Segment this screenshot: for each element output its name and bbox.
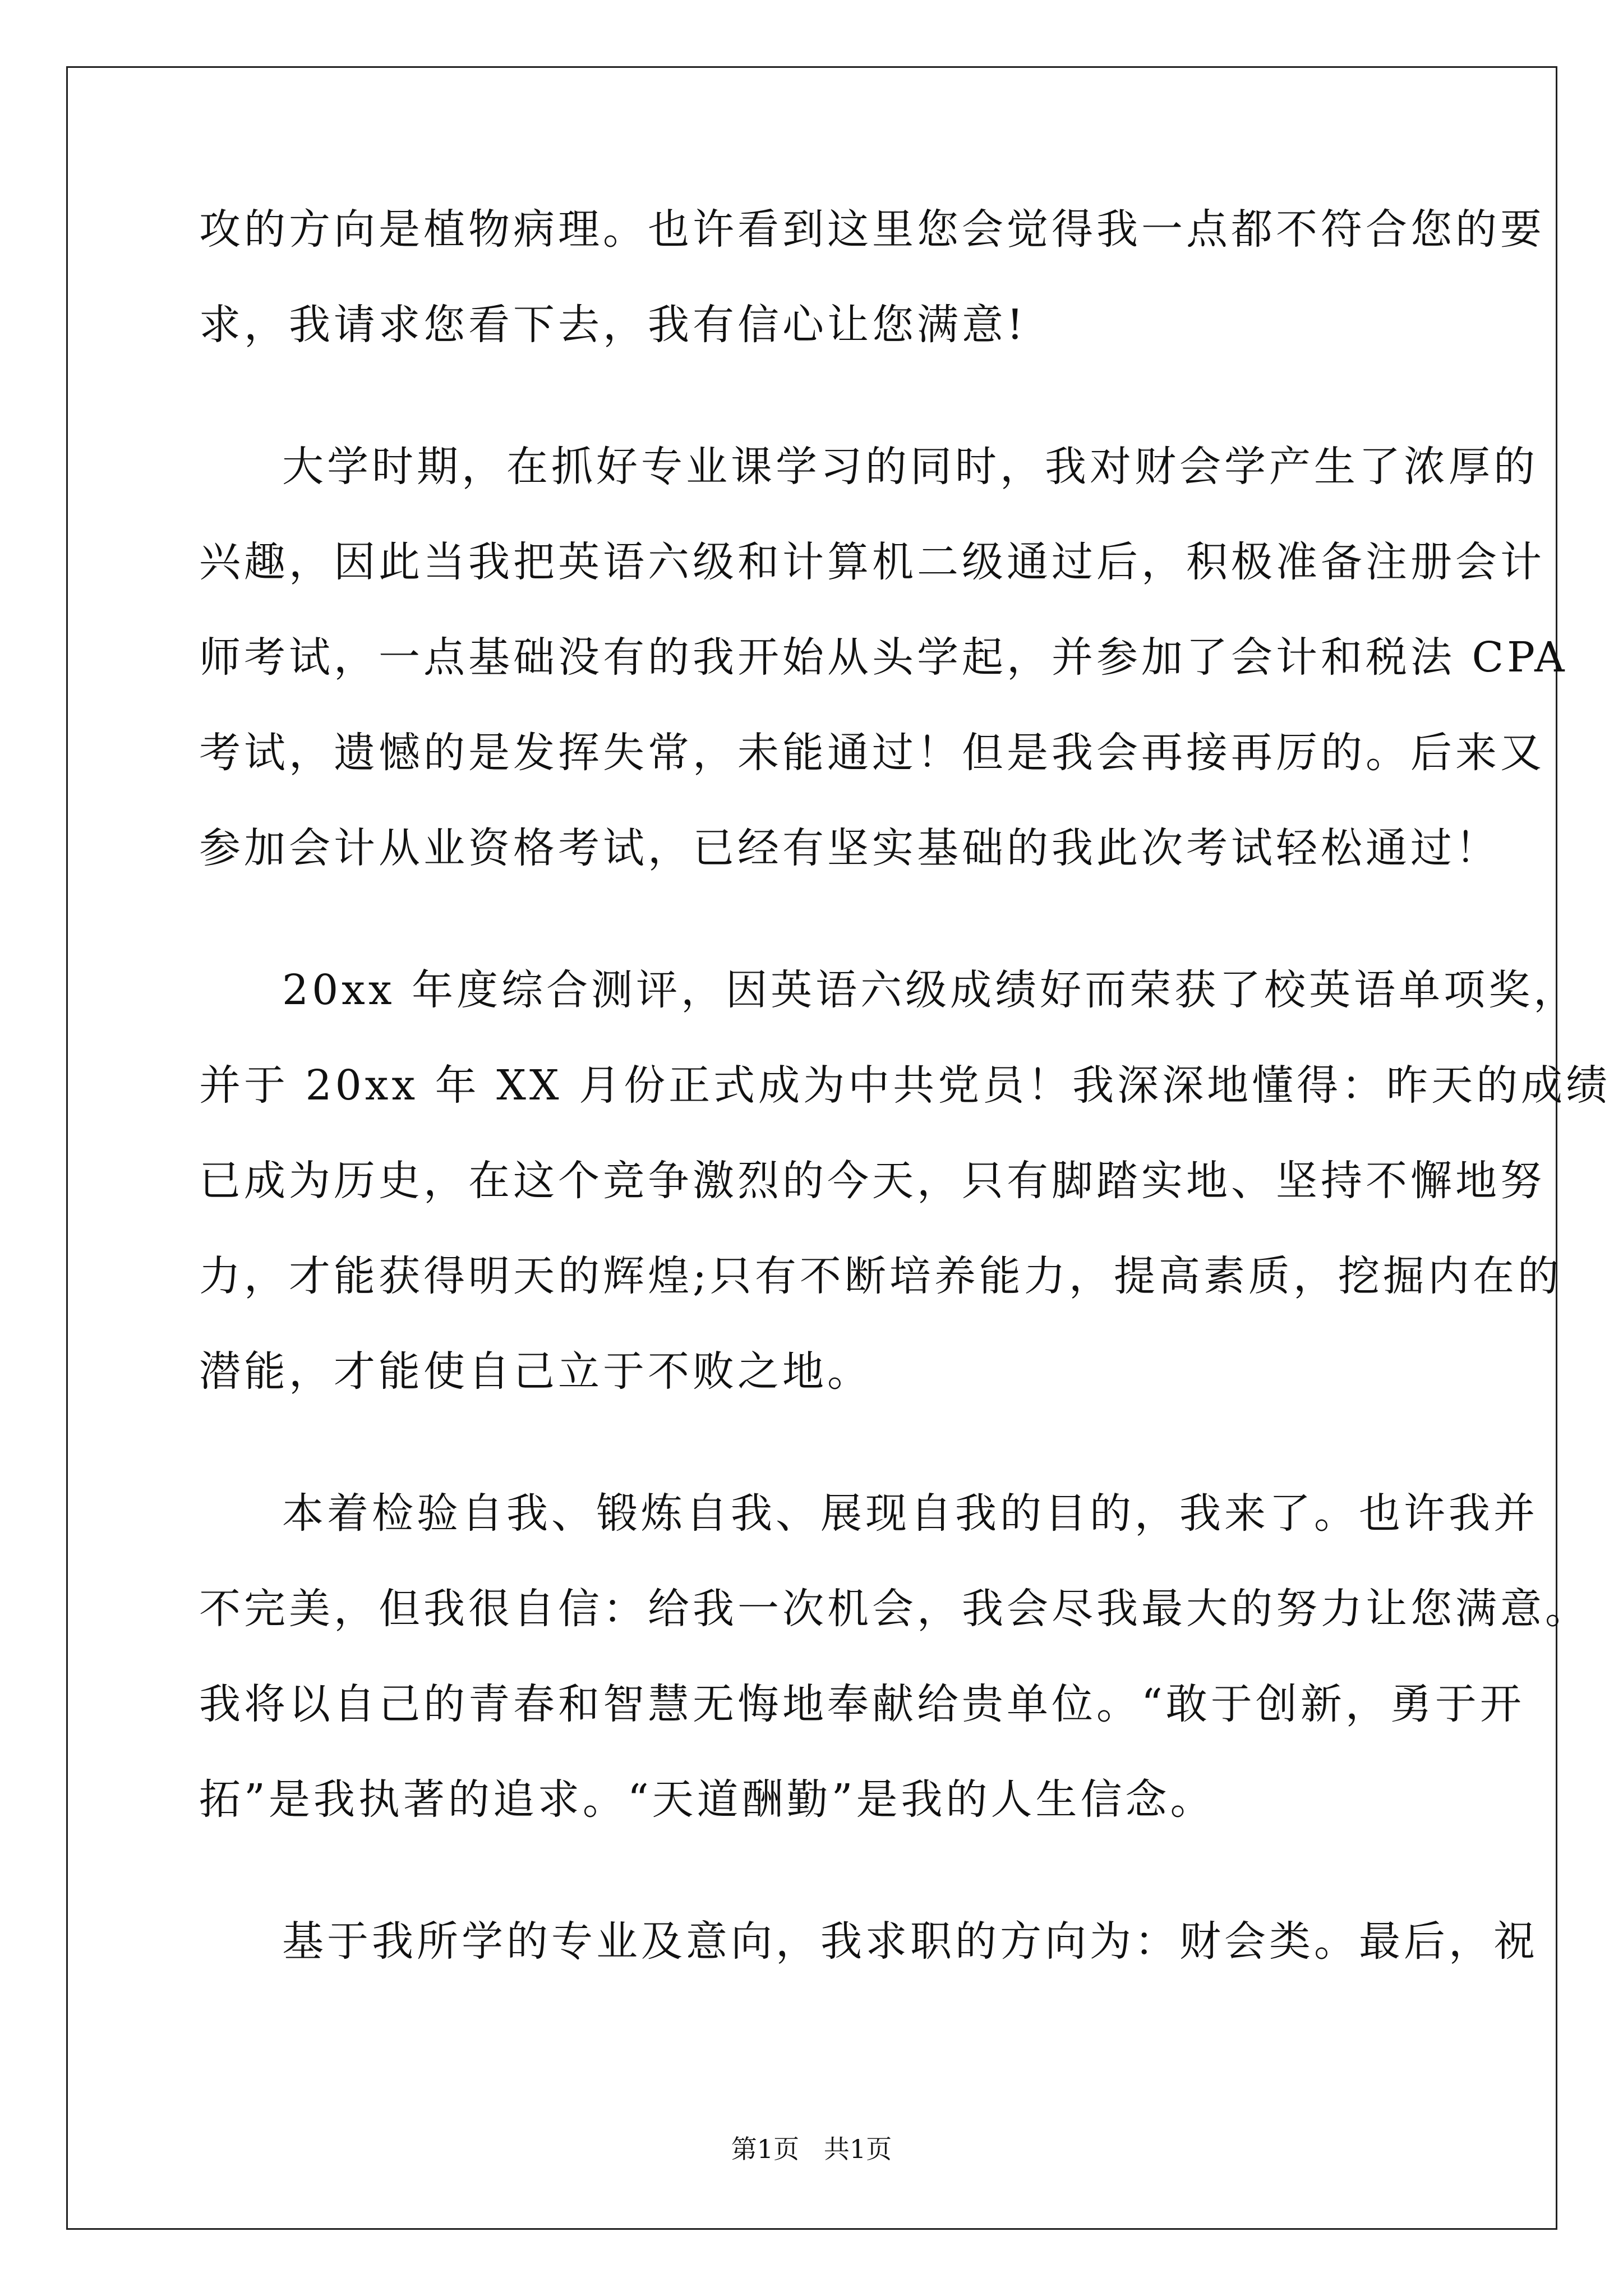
paragraph-first-line: 20xx 年度综合测评，因英语六级成绩好而荣获了校英语单项奖，	[282, 966, 1579, 1014]
body-line: 参加会计从业资格考试，已经有坚实基础的我此次考试轻松通过！	[199, 824, 1500, 872]
body-line: 师考试，一点基础没有的我开始从头学起，并参加了会计和税法 CPA	[199, 633, 1568, 682]
body-line: 我将以自己的青春和智慧无悔地奉献给贵单位。“敢于创新，勇于开	[199, 1680, 1525, 1728]
paragraph-first-line: 大学时期，在抓好专业课学习的同时，我对财会学产生了浓厚的	[282, 443, 1538, 491]
body-line: 拓”是我执著的追求。“天道酬勤”是我的人生信念。	[199, 1775, 1215, 1824]
body-line: 潜能，才能使自己立于不败之地。	[199, 1347, 872, 1396]
body-line: 求，我请求您看下去，我有信心让您满意!	[199, 301, 1027, 349]
body-line: 并于 20xx 年 XX 月份正式成为中共党员！我深深地懂得：昨天的成绩	[199, 1061, 1611, 1110]
body-line: 不完美，但我很自信：给我一次机会，我会尽我最大的努力让您满意。	[199, 1585, 1590, 1633]
body-line: 力，才能获得明天的辉煌;只有不断培养能力，提高素质，挖掘内在的	[199, 1252, 1562, 1300]
paragraph-first-line: 本着检验自我、锻炼自我、展现自我的目的，我来了。也许我并	[282, 1489, 1538, 1538]
paragraph-first-line: 基于我所学的专业及意向，我求职的方向为：财会类。最后，祝	[282, 1917, 1538, 1966]
body-line: 兴趣，因此当我把英语六级和计算机二级通过后，积极准备注册会计	[199, 538, 1545, 586]
page-frame	[66, 66, 1557, 2230]
body-line: 已成为历史，在这个竞争激烈的今天，只有脚踏实地、坚持不懈地努	[199, 1157, 1545, 1205]
body-line: 攻的方向是植物病理。也许看到这里您会觉得我一点都不符合您的要	[199, 205, 1545, 254]
page-number-footer: 第1页 共1页	[731, 2134, 892, 2164]
body-line: 考试，遗憾的是发挥失常，未能通过！但是我会再接再厉的。后来又	[199, 729, 1545, 777]
